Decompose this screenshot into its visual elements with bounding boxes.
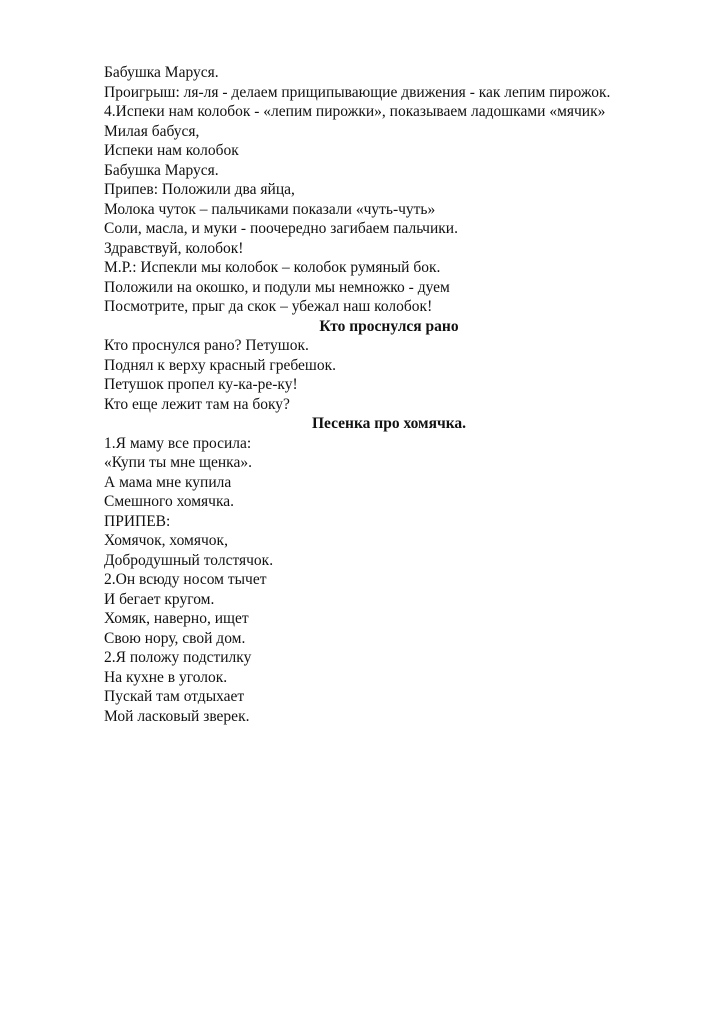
text-line: 2.Он всюду носом тычет — [104, 571, 267, 588]
text-line: 1.Я маму все просила: — [104, 434, 252, 452]
text-line: Посмотрите, прыг да скок – убежал наш колобок! — [104, 298, 433, 315]
text-line: Кто еще лежит там на боку? — [104, 395, 290, 413]
text-line: На кухне в уголок. — [104, 668, 228, 686]
document-body — [104, 63, 674, 726]
text-line: Добродушный толстячок. — [104, 551, 274, 569]
text-line: Положили на окошко, и подули мы немножко - дуем — [104, 278, 450, 296]
text-line: Свою нору, свой дом. — [104, 629, 246, 647]
text-line: Проигрыш: ля-ля - делаем прищипывающие движения - как лепим пирожок. — [104, 83, 611, 101]
section-heading-hamster: Песенка про хомячка. — [311, 415, 467, 432]
text-line: Мой ласковый зверек. — [104, 707, 250, 725]
text-line: А мама мне купила — [104, 473, 232, 491]
text-line: ПРИПЕВ: — [104, 512, 171, 530]
text-line: 4.Испеки нам колобок - «лепим пирожки», показываем ладошками «мячик» — [104, 103, 606, 120]
text-line: Кто проснулся рано? Петушок. — [104, 337, 309, 354]
text-line: Бабушка Маруся. — [104, 64, 219, 81]
text-line: Припев: Положили два яйца, — [104, 181, 295, 198]
text-line: М.Р.: Испекли мы колобок – колобок румяный бок. — [104, 259, 441, 276]
text-line: Хомячок, хомячок, — [104, 532, 228, 549]
text-line: «Купи ты мне щенка». — [104, 454, 252, 471]
text-line: Пускай там отдыхает — [104, 688, 245, 705]
text-line: Смешного хомячка. — [104, 493, 235, 510]
text-line: Милая бабуся, — [104, 122, 200, 140]
text-line: Петушок пропел ку-ка-ре-ку! — [104, 376, 298, 393]
text-line: Хомяк, наверно, ищет — [104, 610, 249, 627]
text-line: Соли, масла, и муки - поочередно загибаем пальчики. — [104, 220, 458, 237]
text-line: И бегает кругом. — [104, 590, 215, 608]
text-line: Бабушка Маруся. — [104, 161, 219, 179]
text-line: Молока чуток – пальчиками показали «чуть-чуть» — [104, 200, 436, 218]
text-line: Испеки нам колобок — [104, 142, 239, 159]
text-line: Здравствуй, колобок! — [104, 239, 244, 257]
text-line: 2.Я положу подстилку — [104, 649, 252, 666]
section-heading-rooster: Кто проснулся рано — [319, 317, 459, 335]
text-line: Поднял к верху красный гребешок. — [104, 356, 337, 374]
